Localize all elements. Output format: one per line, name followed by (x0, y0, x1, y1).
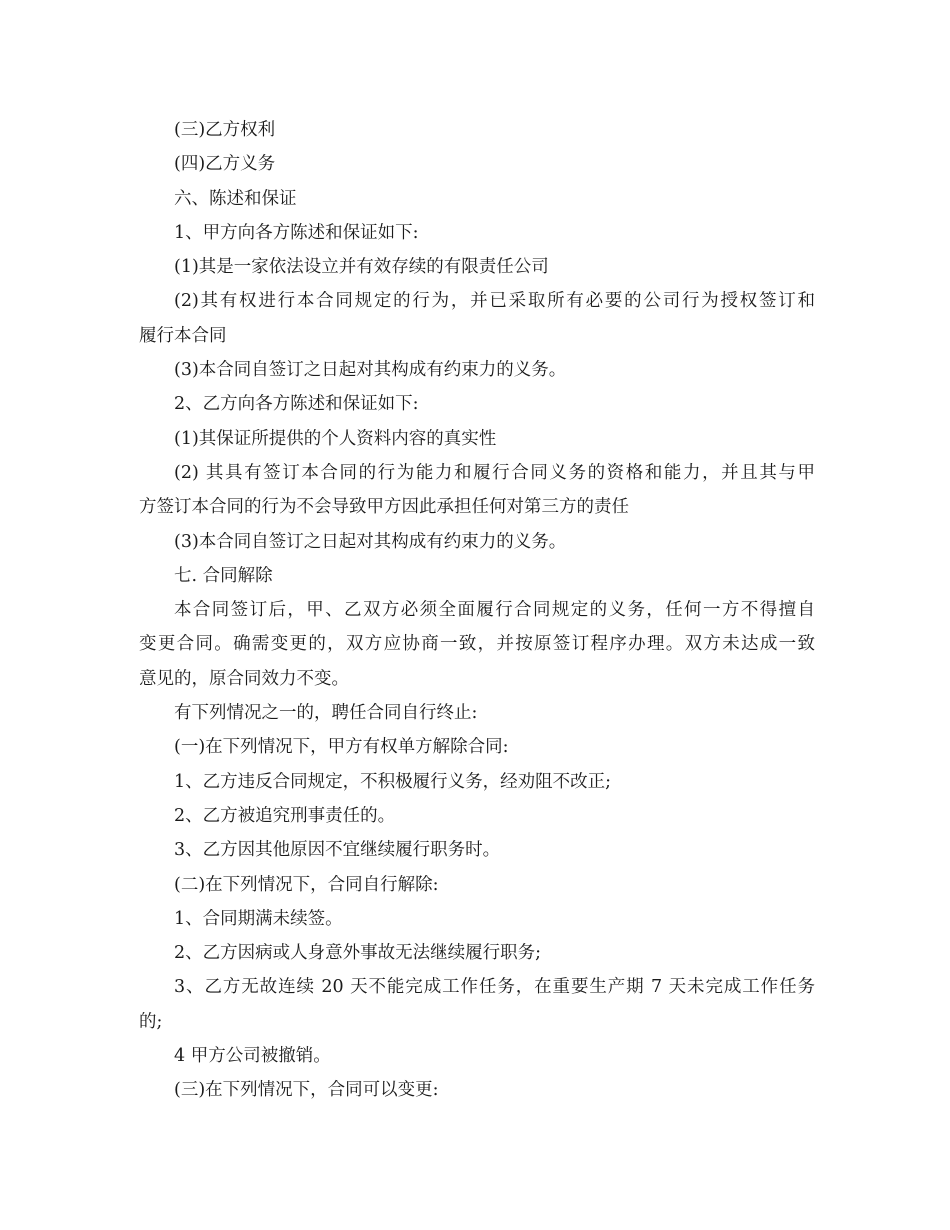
clause-line: (3)本合同自签订之日起对其构成有约束力的义务。 (174, 360, 567, 381)
clause-party-b-representations: 2、乙方向各方陈述和保证如下: (174, 394, 419, 415)
clause-line: (1)其保证所提供的个人资料内容的真实性 (174, 428, 497, 449)
clause-party-a-representations: 1、甲方向各方陈述和保证如下: (174, 222, 419, 243)
list-item: 4 甲方公司被撤销。 (174, 1046, 331, 1067)
list-item: 2、乙方被追究刑事责任的。 (174, 805, 396, 826)
clause-line: 方签订本合同的行为不会导致甲方因此承担任何对第三方的责任 (139, 497, 629, 518)
document-body (139, 113, 815, 1108)
list-item: 1、合同期满未续签。 (174, 908, 343, 929)
section-heading-party-b-rights: (三)乙方权利 (174, 120, 276, 140)
paragraph-line: 变更合同。确需变更的，双方应协商一致，并按原签订程序办理。双方未达成一致 (139, 634, 815, 655)
list-item-continuation: 的; (139, 1011, 163, 1032)
section-heading-party-b-obligations: (四)乙方义务 (174, 154, 276, 175)
paragraph-line: 意见的，原合同效力不变。 (139, 668, 349, 689)
clause-line: (3)本合同自签订之日起对其构成有约束力的义务。 (174, 531, 567, 552)
clause-line: 履行本合同 (139, 325, 227, 346)
subsection-heading-unilateral-termination: (一)在下列情况下，甲方有权单方解除合同: (174, 737, 509, 758)
list-item: 3、乙方无故连续 20 天不能完成工作任务，在重要生产期 7 天未完成工作任务 (174, 977, 815, 998)
clause-line: (1)其是一家依法设立并有效存续的有限责任公司 (174, 257, 549, 278)
clause-line: (2) 其具有签订本合同的行为能力和履行合同义务的资格和能力，并且其与甲 (174, 462, 815, 483)
subsection-heading-contract-change: (三)在下列情况下，合同可以变更: (174, 1080, 439, 1101)
paragraph-line: 有下列情况之一的，聘任合同自行终止: (174, 703, 478, 724)
section-heading-representations: 六、陈述和保证 (174, 188, 297, 209)
subsection-heading-automatic-termination: (二)在下列情况下，合同自行解除: (174, 874, 439, 895)
paragraph-line: 本合同签订后，甲、乙双方必须全面履行合同规定的义务，任何一方不得擅自 (174, 600, 815, 621)
section-heading-termination: 七. 合同解除 (174, 565, 273, 586)
list-item: 3、乙方因其他原因不宜继续履行职务时。 (174, 840, 501, 861)
list-item: 2、乙方因病或人身意外事故无法继续履行职务; (174, 943, 542, 964)
list-item: 1、乙方违反合同规定，不积极履行义务，经劝阻不改正; (174, 771, 612, 792)
clause-line: (2)其有权进行本合同规定的行为，并已采取所有必要的公司行为授权签订和 (174, 291, 815, 312)
